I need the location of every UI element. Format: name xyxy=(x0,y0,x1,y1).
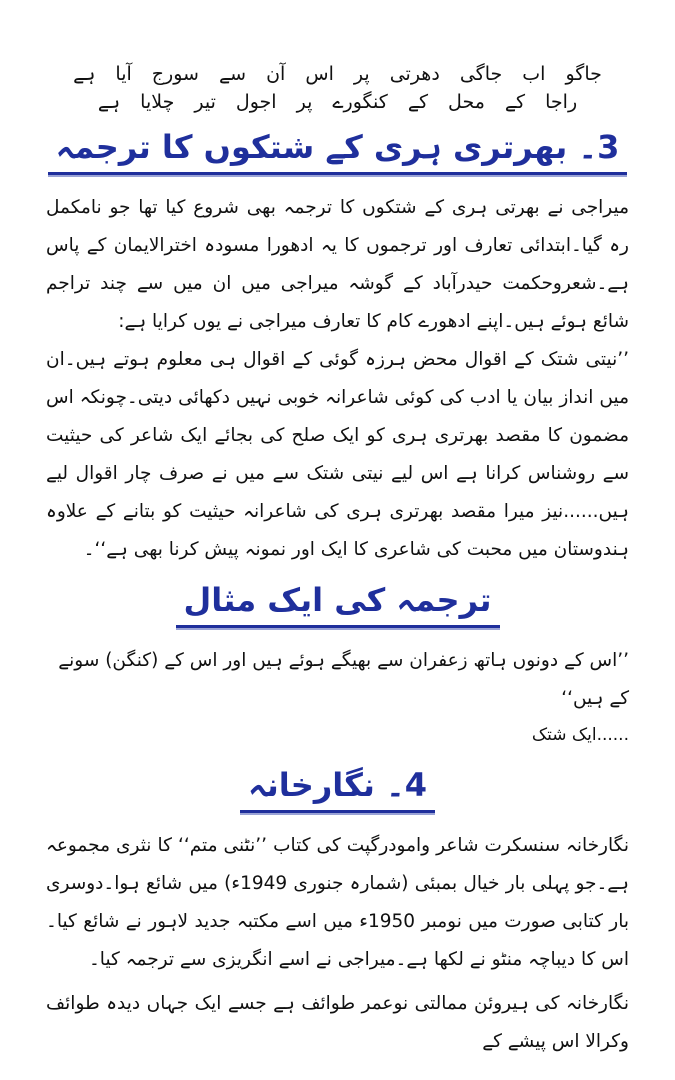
section-3-intro: میراجی نے بھرتی ہری کے شتکوں کا ترجمہ بھی شروع کیا تھا جو نامکمل رہ گیا۔ابتدائی تعارف اور ترجموں کا یہ ادھورا مسودہ اخترالایمان کے پاس ہے۔شعروحکمت حیدرآباد کے گوشہ میراجی میں ان میں سے چند تراجم شائع ہوئے ہیں۔اپنے ادھورے کام کا تعارف میراجی نے یوں کرایا ہے: xyxy=(46,197,629,332)
section-3-quote: ’’نیتی شتک کے اقوال محض ہرزہ گوئی کے اقوال ہی معلوم ہوتے ہیں۔ان میں انداز بیان یا ادب کی کوئی شاعرانہ خوبی نہیں دکھائی دیتی۔چونکہ اس مضمون کا مقصد بھرتری ہری کو ایک صلح کی بجائے ایک شاعر کی حیثیت سے روشناس کرانا ہے اس لیے نیتی شتک سے میں نے صرف چار اقوال لیے ہیں......نیز میرا مقصد بھرتری ہری کی شاعرانہ حیثیت کو بتانے کے علاوہ ہندوستان میں محبت کی شاعری کا ایک اور نمونہ پیش کرنا بھی ہے‘‘۔ xyxy=(46,349,629,560)
verse-line-1: جاگو اب جاگی دھرتی پر اس آن سے سورج آیا ہے xyxy=(73,63,602,85)
example-quote: ’’اس کے دونوں ہاتھ زعفران سے بھیگے ہوئے ہیں اور اس کے (کنگن) سونے کے ہیں‘‘ xyxy=(58,650,629,709)
section-4-heading-wrap xyxy=(46,764,629,813)
section-4-paragraph-2: نگارخانہ کی ہیروئن ممالتی نوعمر طوائف ہے جسے ایک جہاں دیدہ طوائف وکرالا اس پیشے کے xyxy=(46,993,629,1052)
section-4-heading: 4۔ نگارخانہ xyxy=(240,764,435,813)
section-3-heading: 3۔ بھرتری ہری کے شتکوں کا ترجمہ xyxy=(48,126,628,175)
section-3-heading-wrap xyxy=(46,126,629,175)
verse-line-2: راجا کے محل کے کنگورے پر اجول تیر چلایا ہے xyxy=(97,91,578,113)
example-heading-wrap xyxy=(46,579,629,628)
section-4-paragraph-1: نگارخانہ سنسکرت شاعر وامودرگپت کی کتاب ’’نٹنی متم‘‘ کا نثری مجموعہ ہے۔جو پہلی بار خیال بمبئی (شمارہ جنوری 1949ء) میں شائع ہوا۔دوسری بار کتابی صورت میں نومبر 1950ء میں اسے مکتبہ جدید لاہور نے شائع کیا۔اس کا دیباچہ منٹو نے لکھا ہے۔میراجی نے اسے انگریزی سے ترجمہ کیا۔ xyxy=(46,835,629,970)
example-attribution: ......ایک شتک xyxy=(531,725,629,745)
example-heading: ترجمہ کی ایک مثال xyxy=(176,579,500,628)
